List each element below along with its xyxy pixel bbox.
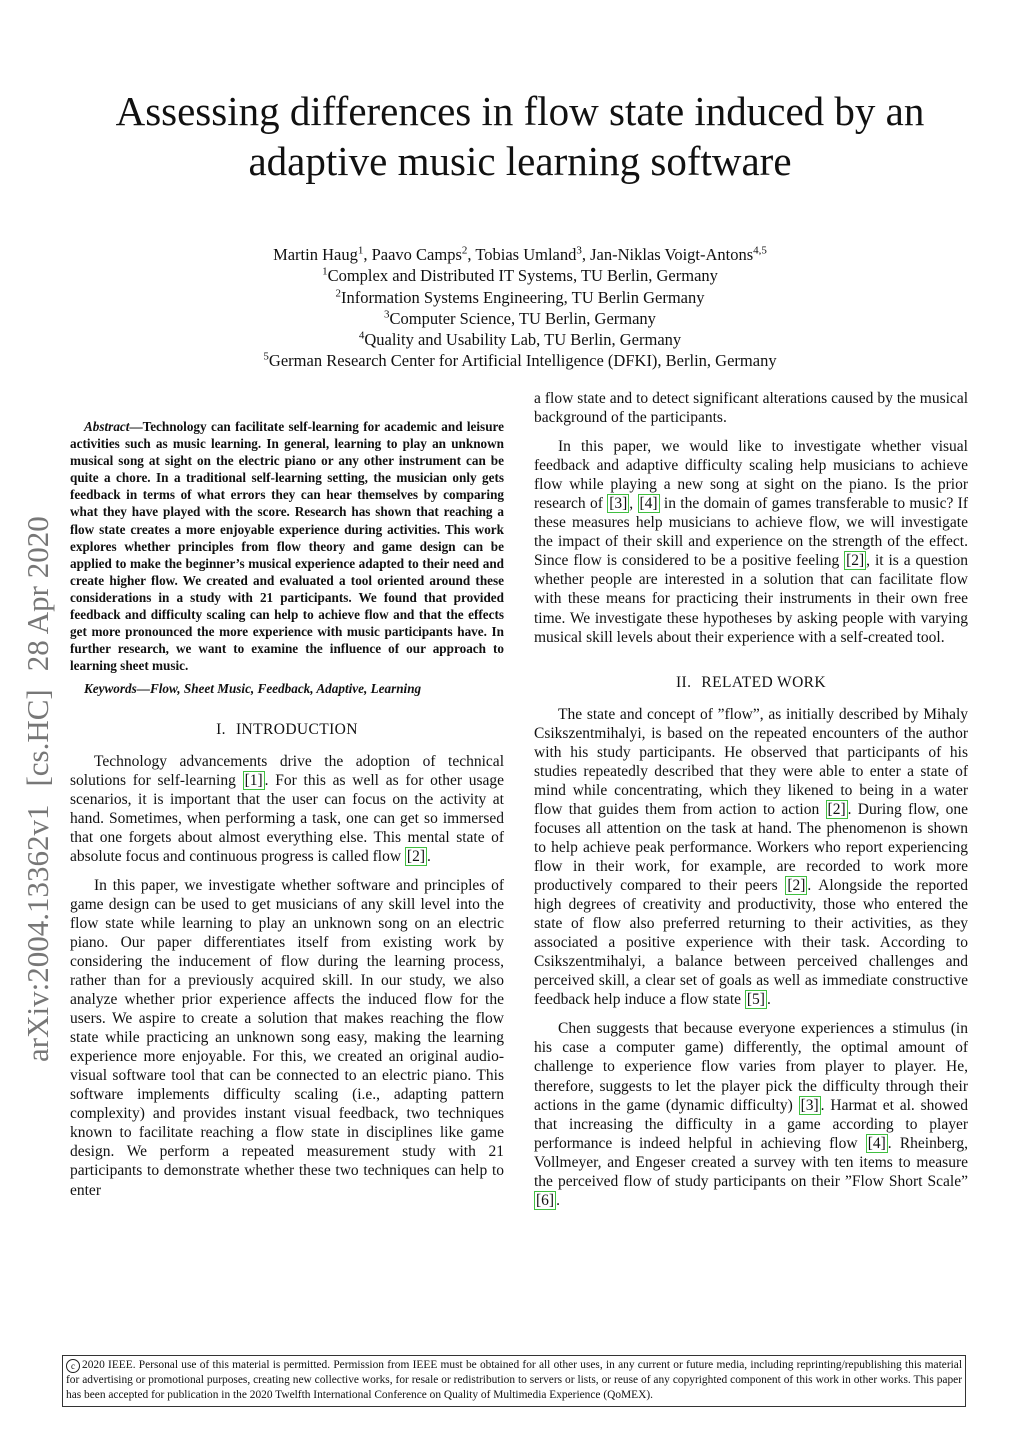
paragraph: Technology advancements drive the adoption of technical solutions for self-learning [1] . For this as well as for other usage scenarios, it is important that the user can focus on the activity at hand. Sometimes, when performing a task, one can get so immersed that one forgets about almost everything else. This mental state of absolute focus and continuous progress is called flow [2] .	[70, 752, 504, 865]
citation-link[interactable]: [4]	[639, 495, 658, 513]
citation-link[interactable]: [2]	[787, 877, 806, 895]
citation-link[interactable]: [3]	[609, 495, 628, 513]
citation-link[interactable]: [5]	[746, 991, 765, 1009]
author-names: Martin Haug$^1$, Paavo Camps$^2$, Tobias Umland$^3$, Jan-Niklas Voigt-Antons$^{4,5}$	[273, 244, 767, 264]
affiliation: $^4$Quality and Usability Lab, TU Berlin, Germany	[358, 329, 682, 350]
arxiv-date: 28 Apr 2020	[20, 516, 55, 672]
left-column	[70, 418, 504, 1210]
author-block	[60, 244, 980, 372]
citation-link[interactable]: [4]	[867, 1134, 886, 1152]
citation-link[interactable]: [6]	[536, 1191, 555, 1209]
arxiv-stamp	[12, 462, 64, 1062]
title-line-2: adaptive music learning software	[248, 138, 792, 184]
section-heading-related-work	[534, 673, 968, 693]
section-heading-introduction	[70, 720, 504, 740]
paragraph: In this paper, we investigate whether software and principles of game design can be used to get musicians of any skill level into the flow state while learning to play an unknown song on an electric piano. Our paper differentiates itself from existing work by considering the inducement of flow during the learning process, rather than for a previously acquired skill. In our study, we also analyze whether prior experience affects the induced flow for the users. We aspire to create a solution that makes reaching the flow state while practicing an unknown song easy, making the learning experience more enjoyable. For this, we created an original audio-visual software tool that can be connected to an electric piano. This software implements difficulty scaling (i.e., adapting pattern complexity) and provides instant visual feedback, two techniques known to facilitate reaching a flow state in disciplines like game design. We perform a repeated measurement study with 21 participants to demonstrate whether these two techniques can help to enter	[70, 876, 504, 1199]
author-sup: 1	[357, 244, 364, 257]
right-column	[534, 389, 968, 1220]
affiliation: $^3$Computer Science, TU Berlin, Germany	[384, 308, 656, 328]
title-line-1: Assessing differences in flow state induced by an	[115, 88, 925, 134]
copyright-icon: c	[66, 1359, 80, 1373]
abstract-text: —Technology can facilitate self-learning for academic and leisure activities such as music learning. In general, learning to play an unknown musical song at sight on the electric piano or any other instrument can be quite a chore. In a traditional self-learning setting, the musician only gets feedback in terms of what errors they can hear themselves by comparing what they have played with the score. Research has shown that reaching a flow state creates a more enjoyable experience during activities. This work explores whether principles from flow theory and game design can be applied to make the beginner’s musical experience adapted to their need and create higher flow. We created and evaluated a tool oriented around these considerations in a study with 21 participants. We found that provided feedback and difficulty scaling can help to achieve flow and that the effects get more pronounced the more experience with music participants have. In further research, we want to examine the influence of our approach to learning sheet music.	[70, 419, 504, 674]
author-sup: 2	[461, 244, 468, 257]
citation-link[interactable]: [3]	[800, 1096, 819, 1114]
citation-link[interactable]: [1]	[244, 771, 263, 789]
affiliation: $^1$Complex and Distributed IT Systems, TU Berlin, Germany	[322, 265, 718, 286]
citation-link[interactable]: [2]	[827, 800, 846, 818]
abstract-label: Abstract	[84, 419, 130, 434]
paragraph: In this paper, we would like to investigate whether visual feedback and adaptive difficulty scaling help musicians to achieve flow while playing a new song at sight on the piano. Is the prior research of [3] , [4] in the domain of games transferable to music? If these measures help musicians to achieve flow, we will investigate the impact of their skill and experience on the strength of the effect. Since flow is considered to be a positive feeling [2] , it is a question whether people are interested in a solution that can facilitate flow with these means for practicing their instruments in their own free time. We investigate these hypotheses by asking people with varying musical skill levels about their experience with a self-created tool.	[534, 438, 968, 646]
author-sup: 3	[576, 244, 582, 257]
copyright-notice	[62, 1355, 966, 1407]
author-name: Martin Haug	[273, 245, 358, 264]
copyright-text: 2020 IEEE. Personal use of this material is permitted. Permission from IEEE must be obtained for all other uses, in any current or future media, including reprinting/republishing this material for advertising or promotional purposes, creating new collective works, for resale or redistribution to servers or lists, or reuse of any copyrighted component of this work in other works. This paper has been accepted for publication in the 2020 Twelfth International Conference on Quality of Multimedia Experience (QoMEX).	[66, 1359, 962, 1402]
arxiv-id: arXiv:2004.13362v1	[20, 804, 55, 1062]
author-sup: 4,5	[753, 244, 767, 257]
author-name: Tobias Umland	[475, 245, 577, 264]
paragraph-continued: a flow state and to detect significant alterations caused by the musical background of the participants.	[534, 390, 968, 427]
keywords-label: Keywords	[84, 681, 137, 697]
citation-link[interactable]: [2]	[846, 552, 865, 570]
section-number: I.	[216, 720, 226, 738]
section-title: RELATED WORK	[701, 673, 827, 691]
arxiv-category: [cs.HC]	[20, 689, 55, 787]
author-name: Paavo Camps	[371, 245, 462, 264]
section-title: INTRODUCTION	[235, 720, 358, 738]
section-number: II.	[675, 673, 692, 691]
affiliation: $^5$German Research Center for Artificial Intelligence (DFKI), Berlin, Germany	[263, 350, 777, 371]
paragraph: Chen suggests that because everyone experiences a stimulus (in his case a computer game) differently, the optimal amount of challenge to experience flow varies from player to player. He, therefore, suggests to let the player pick the difficulty through their actions in the game (dynamic difficulty) [3] . Harmat et al. showed that increasing the difficulty in a game according to player performance is indeed helpful in achieving flow [4] . Rheinberg, Vollmeyer, and Engeser created a survey with ten items to measure the perceived flow of study participants on their ”Flow Short Scale” [6] .	[534, 1020, 968, 1209]
paragraph: The state and concept of ”flow”, as initially described by Mihaly Csikszentmihalyi, is based on the repeated encounters of the author with his study participants. He observed that participants of his studies repeatedly described that they were able to enter a state of mind while concentrating, which they likened to being in a water flow that guides them from action to action [2] . During flow, one focuses all attention on the task at hand. The phenomenon is shown to help achieve peak performance. Workers who report experiencing flow in their work, for example, are recorded to work more productively compared to their peers [2] . Alongside the reported high degrees of creativity and productivity, those who entered the state of flow also preferred returning to their activities, as they associated a positive experience with their task. According to Csikszentmihalyi, a balance between perceived challenges and perceived skill, a clear set of goals as well as immediate constructive feedback help induce a flow state [5] .	[534, 705, 969, 1009]
citation-link[interactable]: [2]	[406, 847, 425, 865]
keywords-text: —Flow, Sheet Music, Feedback, Adaptive, Learning	[136, 681, 422, 697]
paper-title	[60, 86, 980, 186]
author-name: Jan-Niklas Voigt-Antons	[590, 245, 754, 264]
abstract	[70, 418, 504, 674]
keywords	[70, 680, 504, 697]
affiliation: $^2$Information Systems Engineering, TU Berlin Germany	[335, 287, 705, 307]
